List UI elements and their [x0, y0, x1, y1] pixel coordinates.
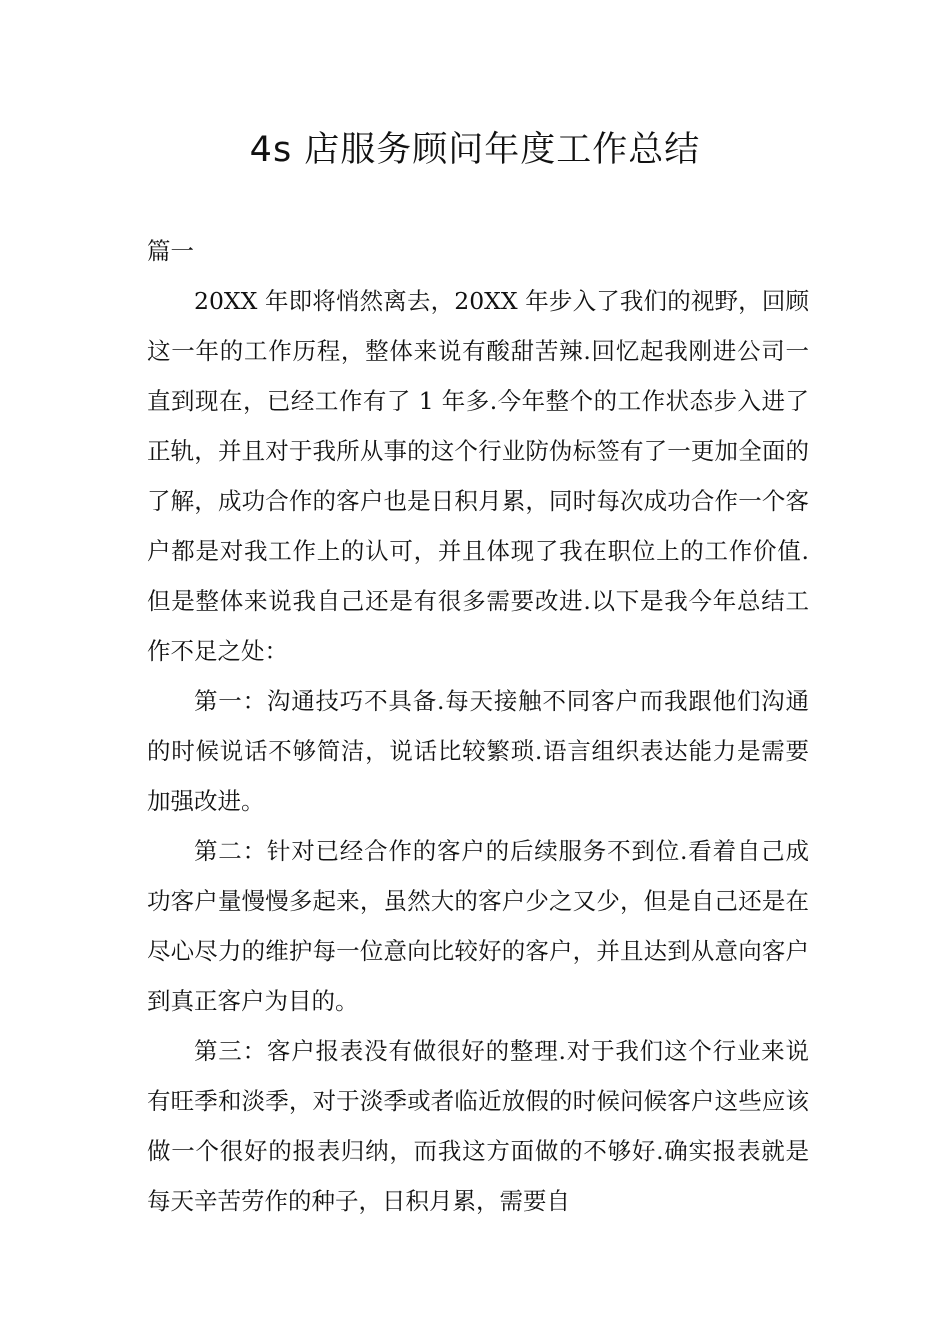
- paragraph-intro: 20XX 年即将悄然离去，20XX 年步入了我们的视野，回顾这一年的工作历程，整体来说有酸甜苦辣.回忆起我刚进公司一直到现在，已经工作有了 1 年多.今年整个的工作状态步入进了正轨，并且对于我所从事的这个行业防伪标签有了一更加全面的了解，成功合作的客户也是日积月累，同时每次成功合作一个客户都是对我工作上的认可，并且体现了我在职位上的工作价值.但是整体来说我自己还是有很多需要改进.以下是我今年总结工作不足之处：: [147, 287, 809, 665]
- document-body: [147, 226, 809, 1226]
- document-title: 4s 店服务顾问年度工作总结: [249, 130, 701, 170]
- paragraph-point-two: 第二：针对已经合作的客户的后续服务不到位.看着自己成功客户量慢慢多起来，虽然大的客户少之又少，但是自己还是在尽心尽力的维护每一位意向比较好的客户，并且达到从意向客户到真正客户为目的。: [147, 837, 809, 1015]
- paragraph-point-one: 第一：沟通技巧不具备.每天接触不同客户而我跟他们沟通的时候说话不够简洁，说话比较繁琐.语言组织表达能力是需要加强改进。: [147, 687, 809, 815]
- paragraph-point-three: 第三：客户报表没有做很好的整理.对于我们这个行业来说有旺季和淡季，对于淡季或者临近放假的时候问候客户这些应该做一个很好的报表归纳，而我这方面做的不够好.确实报表就是每天辛苦劳作的种子，日积月累，需要自: [147, 1037, 809, 1215]
- section-label: 篇一: [147, 237, 194, 265]
